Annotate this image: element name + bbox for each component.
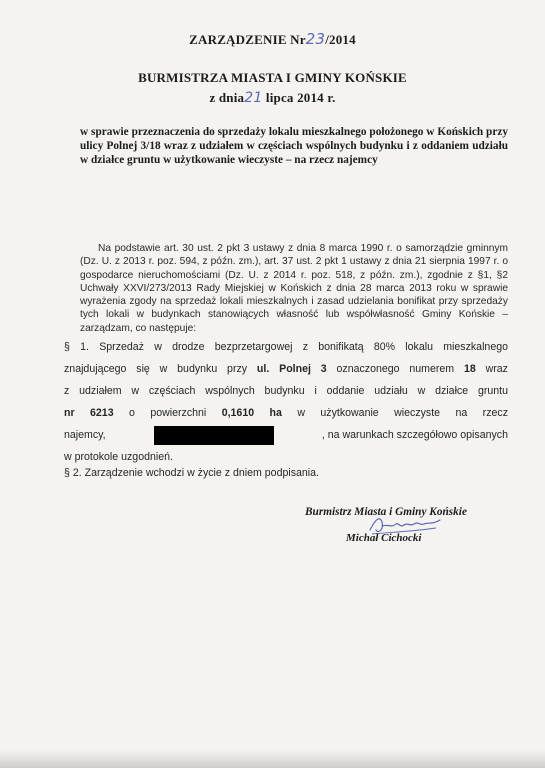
signatory-name: Michał Cichocki — [346, 532, 422, 544]
para1-line: nr 6213 o powierzchni 0,1610 ha w użytkowanie wieczyste na rzecz — [64, 407, 508, 419]
signatory-title: Burmistrz Miasta i Gminy Końskie — [305, 506, 467, 518]
handwritten-day: 21 — [244, 90, 263, 106]
para1-line: § 1. Sprzedaż w drodze bezprzetargowej z bonifikatą 80% lokalu mieszkalnego — [64, 341, 508, 353]
document-title: ZARZĄDZENIE Nr23/2014 — [189, 30, 356, 48]
handwritten-number: 23 — [305, 30, 326, 48]
redaction-block — [154, 426, 274, 445]
paragraph-1 — [64, 336, 508, 468]
legal-basis-text: Na podstawie art. 30 ust. 2 pkt 3 ustawy z dnia 8 marca 1990 r. o samorządzie gminnym (Dz. U. z 2013 r. poz. 594, z późn. zm.), art. 37 ust. 2 pkt 1 ustawy z dnia 21 sierpnia 1997 r. o gospodarce nieruchomościami (Dz. U. z 2014 r. poz. 518, z późn. zm.), zgodnie z §1, §2 Uchwały XXVI/273/2013 Rady Miejskiej w Końskich z dnia 28 marca 2013 roku w sprawie wyrażenia zgody na sprzedaż lokali mieszkalnych i zasad udzielania bonifikat przy sprzedaży tych lokali w budynkach stanowiących własność lub współwłasność Gminy Końskie – zarządzam, co następuje: — [80, 243, 508, 334]
subject-text: w sprawie przeznaczenia do sprzedaży lokalu mieszkalnego położonego w Końskich przy ulicy Polnej 3/18 wraz z udziałem w częściach wspólnych budynku i z oddaniem udziału w działce gruntu w użytkowanie wieczyste – na rzecz najemcy — [80, 126, 508, 166]
document-date: z dnia21 lipca 2014 r. — [209, 90, 336, 106]
legal-basis — [80, 242, 508, 335]
para1-line: najemcy, , na warunkach szczegółowo opisanych — [64, 424, 508, 446]
paragraph-2 — [64, 462, 508, 484]
para1-line: w protokole uzgodnień. — [64, 451, 173, 463]
para1-line: z udziałem w częściach wspólnych budynku i oddanie udziału w działce gruntu — [64, 385, 508, 397]
scan-shadow — [0, 750, 545, 768]
issuer-title: BURMISTRZA MIASTA I GMINY KOŃSKIE — [138, 70, 407, 85]
para2-text: § 2. Zarządzenie wchodzi w życie z dniem podpisania. — [64, 467, 319, 479]
para1-line: znajdującego się w budynku przy ul. Polnej 3 oznaczonego numerem 18 wraz — [64, 363, 508, 375]
